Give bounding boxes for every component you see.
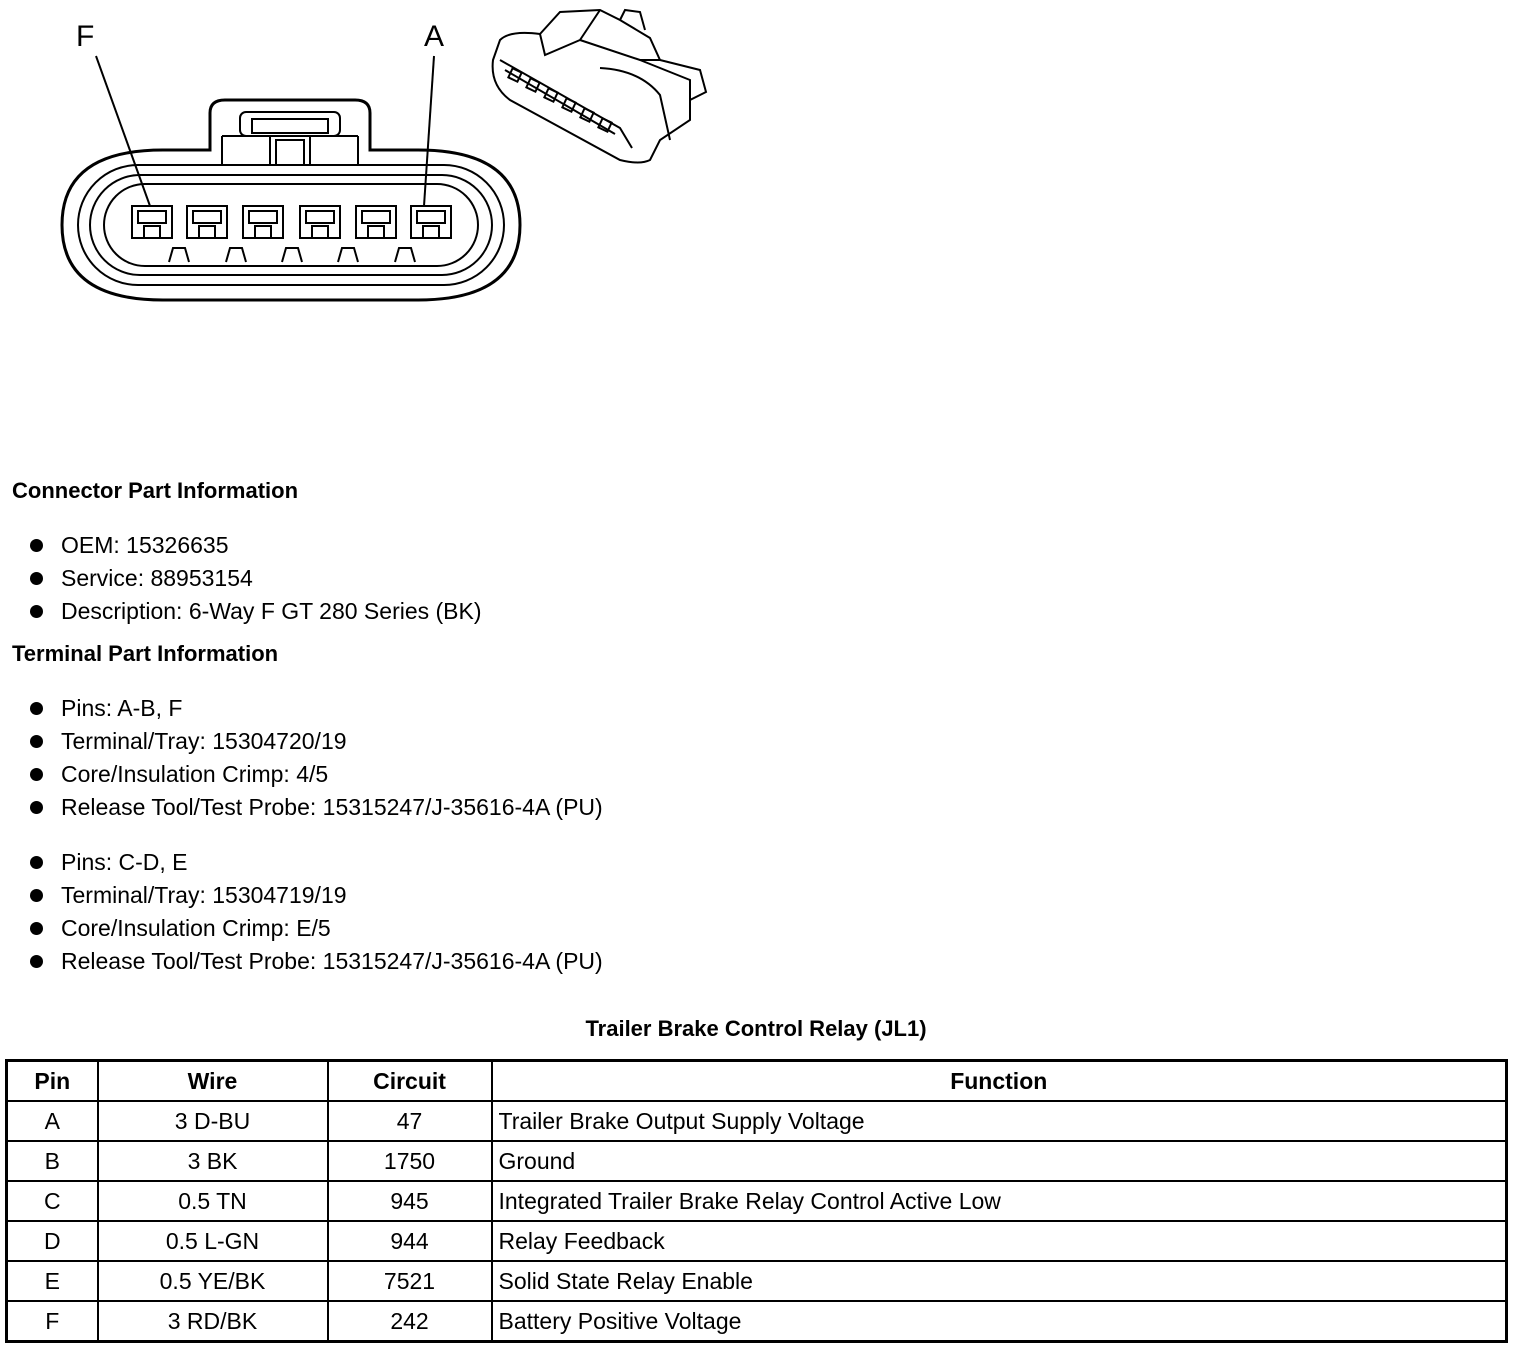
header-function: Function xyxy=(492,1061,1507,1102)
terminal-pins: Pins: A-B, F xyxy=(61,695,183,721)
cell-wire: 3 D-BU xyxy=(98,1101,328,1141)
connector-service: Service: 88953154 xyxy=(61,565,253,591)
cell-pin: A xyxy=(7,1101,98,1141)
cell-wire: 3 BK xyxy=(98,1141,328,1181)
cell-wire: 0.5 L-GN xyxy=(98,1221,328,1261)
cell-pin: B xyxy=(7,1141,98,1181)
cell-wire: 0.5 YE/BK xyxy=(98,1261,328,1301)
bullet-icon xyxy=(30,856,43,869)
cell-pin: C xyxy=(7,1181,98,1221)
cell-pin: F xyxy=(7,1301,98,1342)
connector-iso-drawing xyxy=(493,10,706,163)
header-pin: Pin xyxy=(7,1061,98,1102)
terminal-release-tool: Release Tool/Test Probe: 15315247/J-35616-4A (PU) xyxy=(61,948,603,974)
terminal-cavities xyxy=(132,206,451,262)
table-row xyxy=(7,1181,1507,1221)
bullet-icon xyxy=(30,922,43,935)
connector-info-list xyxy=(30,529,482,628)
terminal-crimp: Core/Insulation Crimp: 4/5 xyxy=(61,761,329,787)
bullet-icon xyxy=(30,539,43,552)
bullet-icon xyxy=(30,889,43,902)
list-item xyxy=(30,879,603,912)
terminal-tray: Terminal/Tray: 15304719/19 xyxy=(61,882,347,908)
terminal-tray: Terminal/Tray: 15304720/19 xyxy=(61,728,347,754)
terminal-release-tool: Release Tool/Test Probe: 15315247/J-35616-4A (PU) xyxy=(61,794,603,820)
cell-circuit: 945 xyxy=(328,1181,492,1221)
table-row xyxy=(7,1141,1507,1181)
list-item xyxy=(30,595,482,628)
bullet-icon xyxy=(30,768,43,781)
cell-pin: D xyxy=(7,1221,98,1261)
terminal-crimp: Core/Insulation Crimp: E/5 xyxy=(61,915,331,941)
cell-function: Battery Positive Voltage xyxy=(492,1301,1507,1342)
table-title: Trailer Brake Control Relay (JL1) xyxy=(585,1016,927,1041)
header-circuit: Circuit xyxy=(328,1061,492,1102)
terminal-pins: Pins: C-D, E xyxy=(61,849,188,875)
cell-function: Trailer Brake Output Supply Voltage xyxy=(492,1101,1507,1141)
bullet-icon xyxy=(30,801,43,814)
list-item xyxy=(30,758,603,791)
cell-circuit: 47 xyxy=(328,1101,492,1141)
cell-function: Relay Feedback xyxy=(492,1221,1507,1261)
list-item xyxy=(30,846,603,879)
list-item xyxy=(30,725,603,758)
cell-pin: E xyxy=(7,1261,98,1301)
bullet-icon xyxy=(30,955,43,968)
connector-info-title: Connector Part Information xyxy=(12,478,299,503)
cell-circuit: 242 xyxy=(328,1301,492,1342)
cell-function: Integrated Trailer Brake Relay Control Active Low xyxy=(492,1181,1507,1221)
table-row xyxy=(7,1101,1507,1141)
list-item xyxy=(30,945,603,978)
table-row xyxy=(7,1261,1507,1301)
list-item xyxy=(30,692,603,725)
pin-f-label: F xyxy=(76,20,95,53)
connector-oem: OEM: 15326635 xyxy=(61,532,229,558)
leader-line-f xyxy=(96,56,150,206)
table-header-row xyxy=(7,1061,1507,1102)
list-item xyxy=(30,791,603,824)
list-item xyxy=(30,529,482,562)
header-wire: Wire xyxy=(98,1061,328,1102)
cell-wire: 3 RD/BK xyxy=(98,1301,328,1342)
table-row xyxy=(7,1301,1507,1342)
terminal-group-2-list xyxy=(30,846,603,978)
bullet-icon xyxy=(30,605,43,618)
connector-face-drawing xyxy=(0,0,760,340)
cell-circuit: 7521 xyxy=(328,1261,492,1301)
list-item xyxy=(30,562,482,595)
bullet-icon xyxy=(30,572,43,585)
terminal-group-1-list xyxy=(30,692,603,824)
cell-circuit: 1750 xyxy=(328,1141,492,1181)
cell-circuit: 944 xyxy=(328,1221,492,1261)
table-row xyxy=(7,1221,1507,1261)
cell-function: Solid State Relay Enable xyxy=(492,1261,1507,1301)
list-item xyxy=(30,912,603,945)
terminal-info-title: Terminal Part Information xyxy=(12,641,279,666)
bullet-icon xyxy=(30,702,43,715)
connector-description: Description: 6-Way F GT 280 Series (BK) xyxy=(61,598,482,624)
pin-a-label: A xyxy=(424,20,445,53)
connector-diagram xyxy=(0,0,760,340)
cell-wire: 0.5 TN xyxy=(98,1181,328,1221)
bullet-icon xyxy=(30,735,43,748)
pinout-table xyxy=(5,1059,1508,1343)
cell-function: Ground xyxy=(492,1141,1507,1181)
